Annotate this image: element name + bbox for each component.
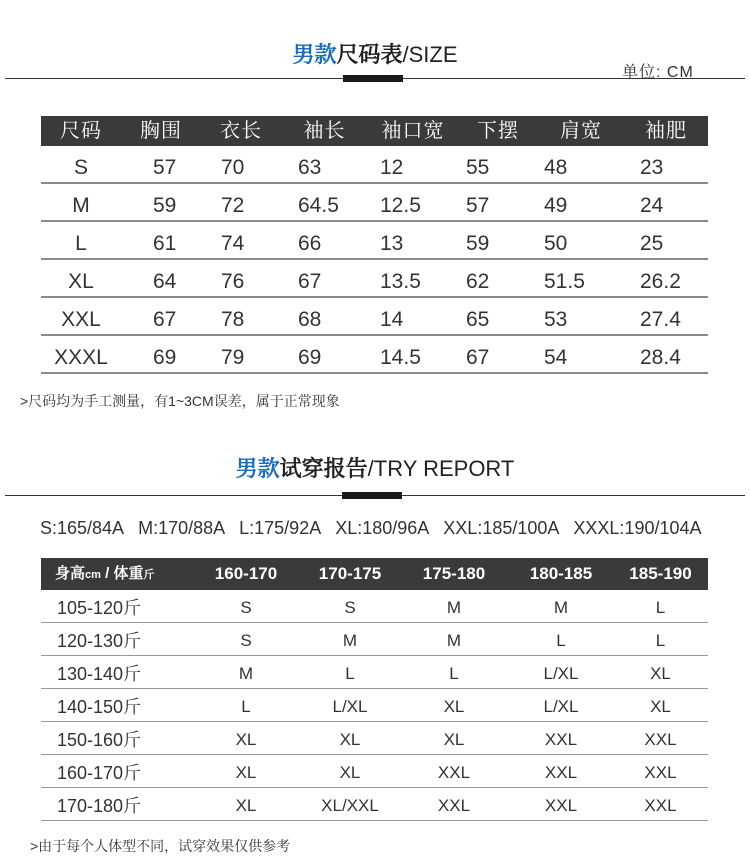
size-table-cell: 68 [298, 308, 322, 331]
size-table-cell: 28.4 [640, 346, 681, 369]
size-table-cell: 12.5 [380, 194, 421, 217]
try-size-cell: XXL [644, 730, 677, 749]
try-table-row [41, 656, 708, 689]
size-table-cell: 12 [380, 156, 404, 179]
try-size-cell: XL [235, 730, 257, 749]
try-size-cell: XL [650, 697, 671, 716]
size-table-cell: 64 [153, 270, 177, 293]
try-size-cell: M [342, 631, 358, 650]
try-size-cell: XL [339, 730, 361, 749]
size-table-cell: 55 [466, 156, 490, 179]
size-title-bold: 尺码表 [336, 42, 403, 67]
try-table-body [41, 590, 708, 821]
try-size-cell: L [345, 664, 355, 683]
size-table-cell: 57 [153, 156, 177, 179]
try-table [41, 558, 708, 821]
try-size-cell: L [655, 598, 666, 617]
try-header-cell: 180-185 [529, 564, 593, 583]
try-header-corner: 身高cm / 体重斤 [55, 565, 155, 582]
size-table-header [41, 116, 708, 146]
size-table-cell: 23 [640, 156, 664, 179]
try-size-cell: XL [650, 664, 671, 683]
size-table-row [41, 336, 708, 374]
try-size-cell: S [240, 631, 252, 650]
try-size-cell: M [238, 664, 254, 683]
size-table-cell: 61 [153, 232, 177, 255]
try-table-row [41, 755, 708, 788]
try-title-en: /TRY REPORT [367, 456, 515, 481]
size-standard-item: L:175/92A [239, 518, 322, 538]
size-table-cell: 72 [221, 194, 245, 217]
try-section-title [0, 452, 750, 483]
size-table-cell: 64.5 [298, 194, 339, 217]
size-table-cell: 66 [298, 232, 322, 255]
size-table-cell: 76 [221, 270, 245, 293]
size-table-cell: 24 [640, 194, 664, 217]
size-table-cell: 63 [298, 156, 322, 179]
try-size-cell: XXL [437, 763, 471, 782]
size-title-rule-accent [343, 75, 403, 82]
size-standard-item: XXL:185/100A [443, 518, 560, 538]
try-weight-cell: 170-180斤 [57, 796, 142, 816]
try-header-cell: 175-180 [422, 564, 486, 583]
try-size-cell: L [556, 631, 566, 650]
try-table-header [41, 558, 708, 590]
try-table-row [41, 623, 708, 656]
size-table-cell: 27.4 [640, 308, 681, 331]
size-table-cell: 78 [221, 308, 245, 331]
size-table-cell: 59 [466, 232, 490, 255]
size-table-cell: 14.5 [380, 346, 421, 369]
try-size-cell: XL [443, 697, 465, 716]
size-table [41, 116, 708, 374]
size-unit-label: 单位: CM [622, 64, 694, 81]
size-table-row [41, 260, 708, 298]
size-table-cell: 65 [466, 308, 490, 331]
try-size-cell: XXL [644, 796, 677, 815]
size-table-cell: 69 [298, 346, 322, 369]
try-weight-cell: 130-140斤 [57, 664, 142, 684]
size-table-body [41, 146, 708, 374]
try-size-cell: XL [235, 796, 257, 815]
size-standard-item: XL:180/96A [335, 518, 430, 538]
size-table-row [41, 222, 708, 260]
size-table-cell: XXXL [54, 346, 108, 369]
size-table-cell: 67 [466, 346, 490, 369]
try-size-cell: M [446, 631, 462, 650]
size-note: >尺码均为手工测量，有1~3CM误差，属于正常现象 [20, 393, 340, 409]
size-table-cell: XXL [61, 308, 101, 331]
size-standard-item: S:165/84A [40, 518, 125, 538]
size-table-cell: 51.5 [544, 270, 585, 293]
try-size-cell: XXL [437, 796, 471, 815]
size-header-cell: 衣长 [220, 120, 262, 142]
try-size-cell: L [449, 664, 459, 683]
try-header-cell: 160-170 [214, 564, 278, 583]
size-standard-item: XXXL:190/104A [573, 518, 702, 538]
size-table-cell: 13.5 [380, 270, 421, 293]
try-size-cell: L/XL [543, 697, 579, 716]
size-table-cell: L [75, 232, 87, 255]
size-table-cell: 62 [466, 270, 490, 293]
size-title-en: /SIZE [402, 42, 458, 67]
try-title-blue: 男款 [235, 456, 280, 481]
size-table-cell: 74 [221, 232, 245, 255]
size-table-cell: 50 [544, 232, 568, 255]
size-header-cell: 尺码 [60, 120, 102, 142]
size-table-cell: 67 [153, 308, 177, 331]
try-size-cell: M [553, 598, 569, 617]
size-table-cell: XL [68, 270, 94, 293]
try-size-cell: M [446, 598, 462, 617]
size-title-blue: 男款 [292, 42, 337, 67]
size-table-cell: M [72, 194, 90, 217]
try-weight-cell: 105-120斤 [57, 598, 142, 618]
try-table-row [41, 722, 708, 755]
size-table-cell: 54 [544, 346, 568, 369]
size-table-cell: 59 [153, 194, 177, 217]
size-table-cell: 69 [153, 346, 177, 369]
try-weight-cell: 120-130斤 [57, 631, 142, 651]
size-table-row [41, 184, 708, 222]
try-table-row [41, 590, 708, 623]
size-table-cell: S [73, 156, 88, 179]
try-weight-cell: 160-170斤 [57, 763, 142, 783]
try-size-cell: L [655, 631, 666, 650]
size-table-cell: 14 [380, 308, 404, 331]
try-title-rule-accent [342, 492, 402, 499]
try-size-cell: XL/XXL [321, 796, 379, 815]
try-note: >由于每个人体型不同，试穿效果仅供参考 [30, 838, 291, 854]
size-header-cell: 胸围 [140, 120, 182, 142]
try-size-cell: XL [339, 763, 361, 782]
size-table-cell: 26.2 [640, 270, 681, 293]
try-size-cell: XXL [544, 763, 578, 782]
try-weight-cell: 140-150斤 [57, 697, 142, 717]
size-table-cell: 49 [544, 194, 568, 217]
size-header-cell: 袖长 [303, 120, 346, 142]
size-table-cell: 70 [221, 156, 245, 179]
size-standard-item: M:170/88A [138, 518, 226, 538]
try-size-cell: L/XL [332, 697, 368, 716]
try-size-cell: S [344, 598, 356, 617]
try-weight-cell: 150-160斤 [57, 730, 142, 750]
try-header-cell: 170-175 [318, 564, 382, 583]
try-size-cell: L [241, 697, 251, 716]
size-table-cell: 53 [544, 308, 568, 331]
try-table-row [41, 689, 708, 722]
try-size-cell: S [240, 598, 252, 617]
size-table-cell: 13 [380, 232, 404, 255]
size-table-cell: 25 [640, 232, 664, 255]
size-table-row [41, 298, 708, 336]
try-size-cell: XL [235, 763, 257, 782]
size-table-row [41, 146, 708, 184]
try-size-cell: XL [443, 730, 465, 749]
try-header-cell: 185-190 [629, 564, 692, 583]
size-table-cell: 57 [466, 194, 490, 217]
try-size-cell: XXL [644, 763, 677, 782]
try-size-cell: XXL [544, 730, 578, 749]
size-header-cell: 袖肥 [645, 120, 687, 142]
size-standards-line [40, 518, 702, 539]
size-header-cell: 肩宽 [560, 120, 602, 142]
try-table-row [41, 788, 708, 821]
size-table-cell: 48 [544, 156, 568, 179]
size-table-cell: 79 [221, 346, 245, 369]
size-table-cell: 67 [298, 270, 322, 293]
try-size-cell: XXL [544, 796, 578, 815]
try-size-cell: L/XL [543, 664, 579, 683]
size-header-cell: 袖口宽 [381, 120, 445, 142]
size-header-cell: 下摆 [477, 120, 519, 142]
try-title-bold: 试穿报告 [279, 456, 368, 481]
